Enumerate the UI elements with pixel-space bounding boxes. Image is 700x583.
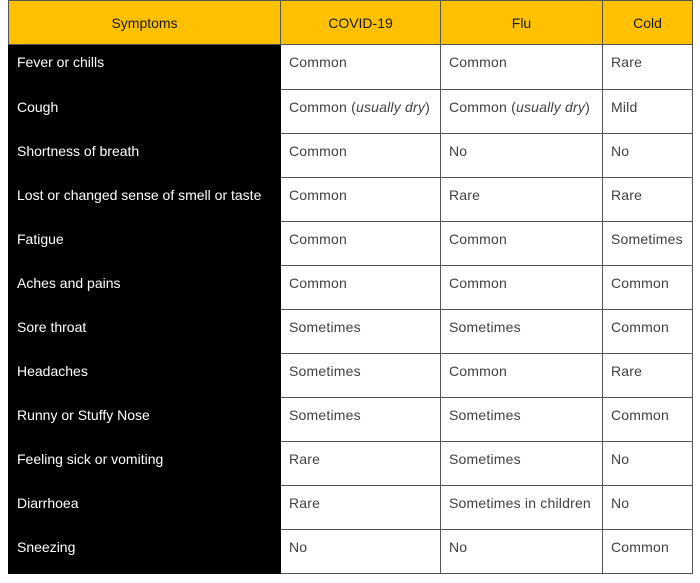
covid-cell — [281, 398, 441, 442]
flu-cell — [441, 178, 603, 222]
flu-note-close: ) — [585, 99, 590, 115]
cold-cell: Rare — [603, 178, 693, 222]
flu-value: No — [449, 143, 468, 159]
flu-cell — [441, 310, 603, 354]
covid-value: Common — [289, 143, 347, 159]
covid-cell — [281, 45, 441, 90]
flu-cell — [441, 530, 603, 574]
covid-cell — [281, 266, 441, 310]
table-row — [9, 178, 693, 222]
cold-cell: Common — [603, 530, 693, 574]
symptom-cell: Feeling sick or vomiting — [9, 442, 281, 486]
flu-cell — [441, 266, 603, 310]
cold-cell: Common — [603, 310, 693, 354]
cold-cell: No — [603, 134, 693, 178]
symptom-cell: Fever or chills — [9, 45, 281, 90]
covid-value: Sometimes — [289, 319, 361, 335]
symptom-cell: Aches and pains — [9, 266, 281, 310]
covid-value: Sometimes — [289, 363, 361, 379]
flu-cell — [441, 90, 603, 134]
flu-cell — [441, 222, 603, 266]
table-row — [9, 90, 693, 134]
symptom-cell: Shortness of breath — [9, 134, 281, 178]
table-row — [9, 486, 693, 530]
flu-cell — [441, 486, 603, 530]
covid-value: Rare — [289, 495, 321, 511]
flu-value: Sometimes — [449, 319, 521, 335]
table-row — [9, 222, 693, 266]
symptom-cell: Diarrhoea — [9, 486, 281, 530]
flu-note: usually dry — [515, 99, 586, 115]
flu-cell — [441, 442, 603, 486]
flu-cell — [441, 45, 603, 90]
flu-cell — [441, 354, 603, 398]
flu-cell — [441, 134, 603, 178]
covid-note-close: ) — [425, 99, 430, 115]
covid-value: Common — [289, 187, 347, 203]
header-cold: Cold — [603, 1, 693, 45]
covid-value: No — [289, 539, 308, 555]
cold-cell: Mild — [603, 90, 693, 134]
table-row — [9, 45, 693, 90]
flu-value: Common — [449, 54, 507, 70]
cold-cell: Common — [603, 398, 693, 442]
symptom-cell: Cough — [9, 90, 281, 134]
symptom-cell: Sore throat — [9, 310, 281, 354]
covid-cell — [281, 90, 441, 134]
symptom-cell: Fatigue — [9, 222, 281, 266]
covid-value: Common — [289, 231, 347, 247]
cold-cell: No — [603, 442, 693, 486]
header-covid-19: COVID-19 — [281, 1, 441, 45]
covid-cell — [281, 442, 441, 486]
cold-cell: No — [603, 486, 693, 530]
symptom-cell: Lost or changed sense of smell or taste — [9, 178, 281, 222]
flu-value: Common — [449, 231, 507, 247]
flu-value: Sometimes in children — [449, 495, 591, 511]
cold-cell: Common — [603, 266, 693, 310]
table-row — [9, 266, 693, 310]
table-row — [9, 442, 693, 486]
covid-value: Common ( — [289, 99, 356, 115]
covid-value: Common — [289, 54, 347, 70]
symptom-cell: Headaches — [9, 354, 281, 398]
covid-cell — [281, 178, 441, 222]
symptom-comparison-table-container — [8, 0, 692, 574]
flu-value: Sometimes — [449, 451, 521, 467]
covid-cell — [281, 222, 441, 266]
cold-cell: Rare — [603, 45, 693, 90]
flu-cell — [441, 398, 603, 442]
header-flu: Flu — [441, 1, 603, 45]
cold-cell: Sometimes — [603, 222, 693, 266]
covid-value: Sometimes — [289, 407, 361, 423]
symptom-comparison-table — [8, 0, 693, 574]
flu-value: Common — [449, 275, 507, 291]
flu-value: Common ( — [449, 99, 516, 115]
symptom-cell: Runny or Stuffy Nose — [9, 398, 281, 442]
flu-value: No — [449, 539, 468, 555]
covid-cell — [281, 530, 441, 574]
covid-cell — [281, 486, 441, 530]
table-row — [9, 354, 693, 398]
table-row — [9, 134, 693, 178]
covid-cell — [281, 354, 441, 398]
header-symptoms: Symptoms — [9, 1, 281, 45]
covid-note: usually dry — [355, 99, 426, 115]
symptom-cell: Sneezing — [9, 530, 281, 574]
table-row — [9, 398, 693, 442]
flu-value: Common — [449, 363, 507, 379]
table-row — [9, 310, 693, 354]
table-body — [9, 45, 693, 574]
covid-cell — [281, 134, 441, 178]
covid-cell — [281, 310, 441, 354]
flu-value: Rare — [449, 187, 481, 203]
covid-value: Common — [289, 275, 347, 291]
header-row — [9, 1, 693, 45]
covid-value: Rare — [289, 451, 321, 467]
table-header — [9, 1, 693, 45]
table-row — [9, 530, 693, 574]
flu-value: Sometimes — [449, 407, 521, 423]
cold-cell: Rare — [603, 354, 693, 398]
